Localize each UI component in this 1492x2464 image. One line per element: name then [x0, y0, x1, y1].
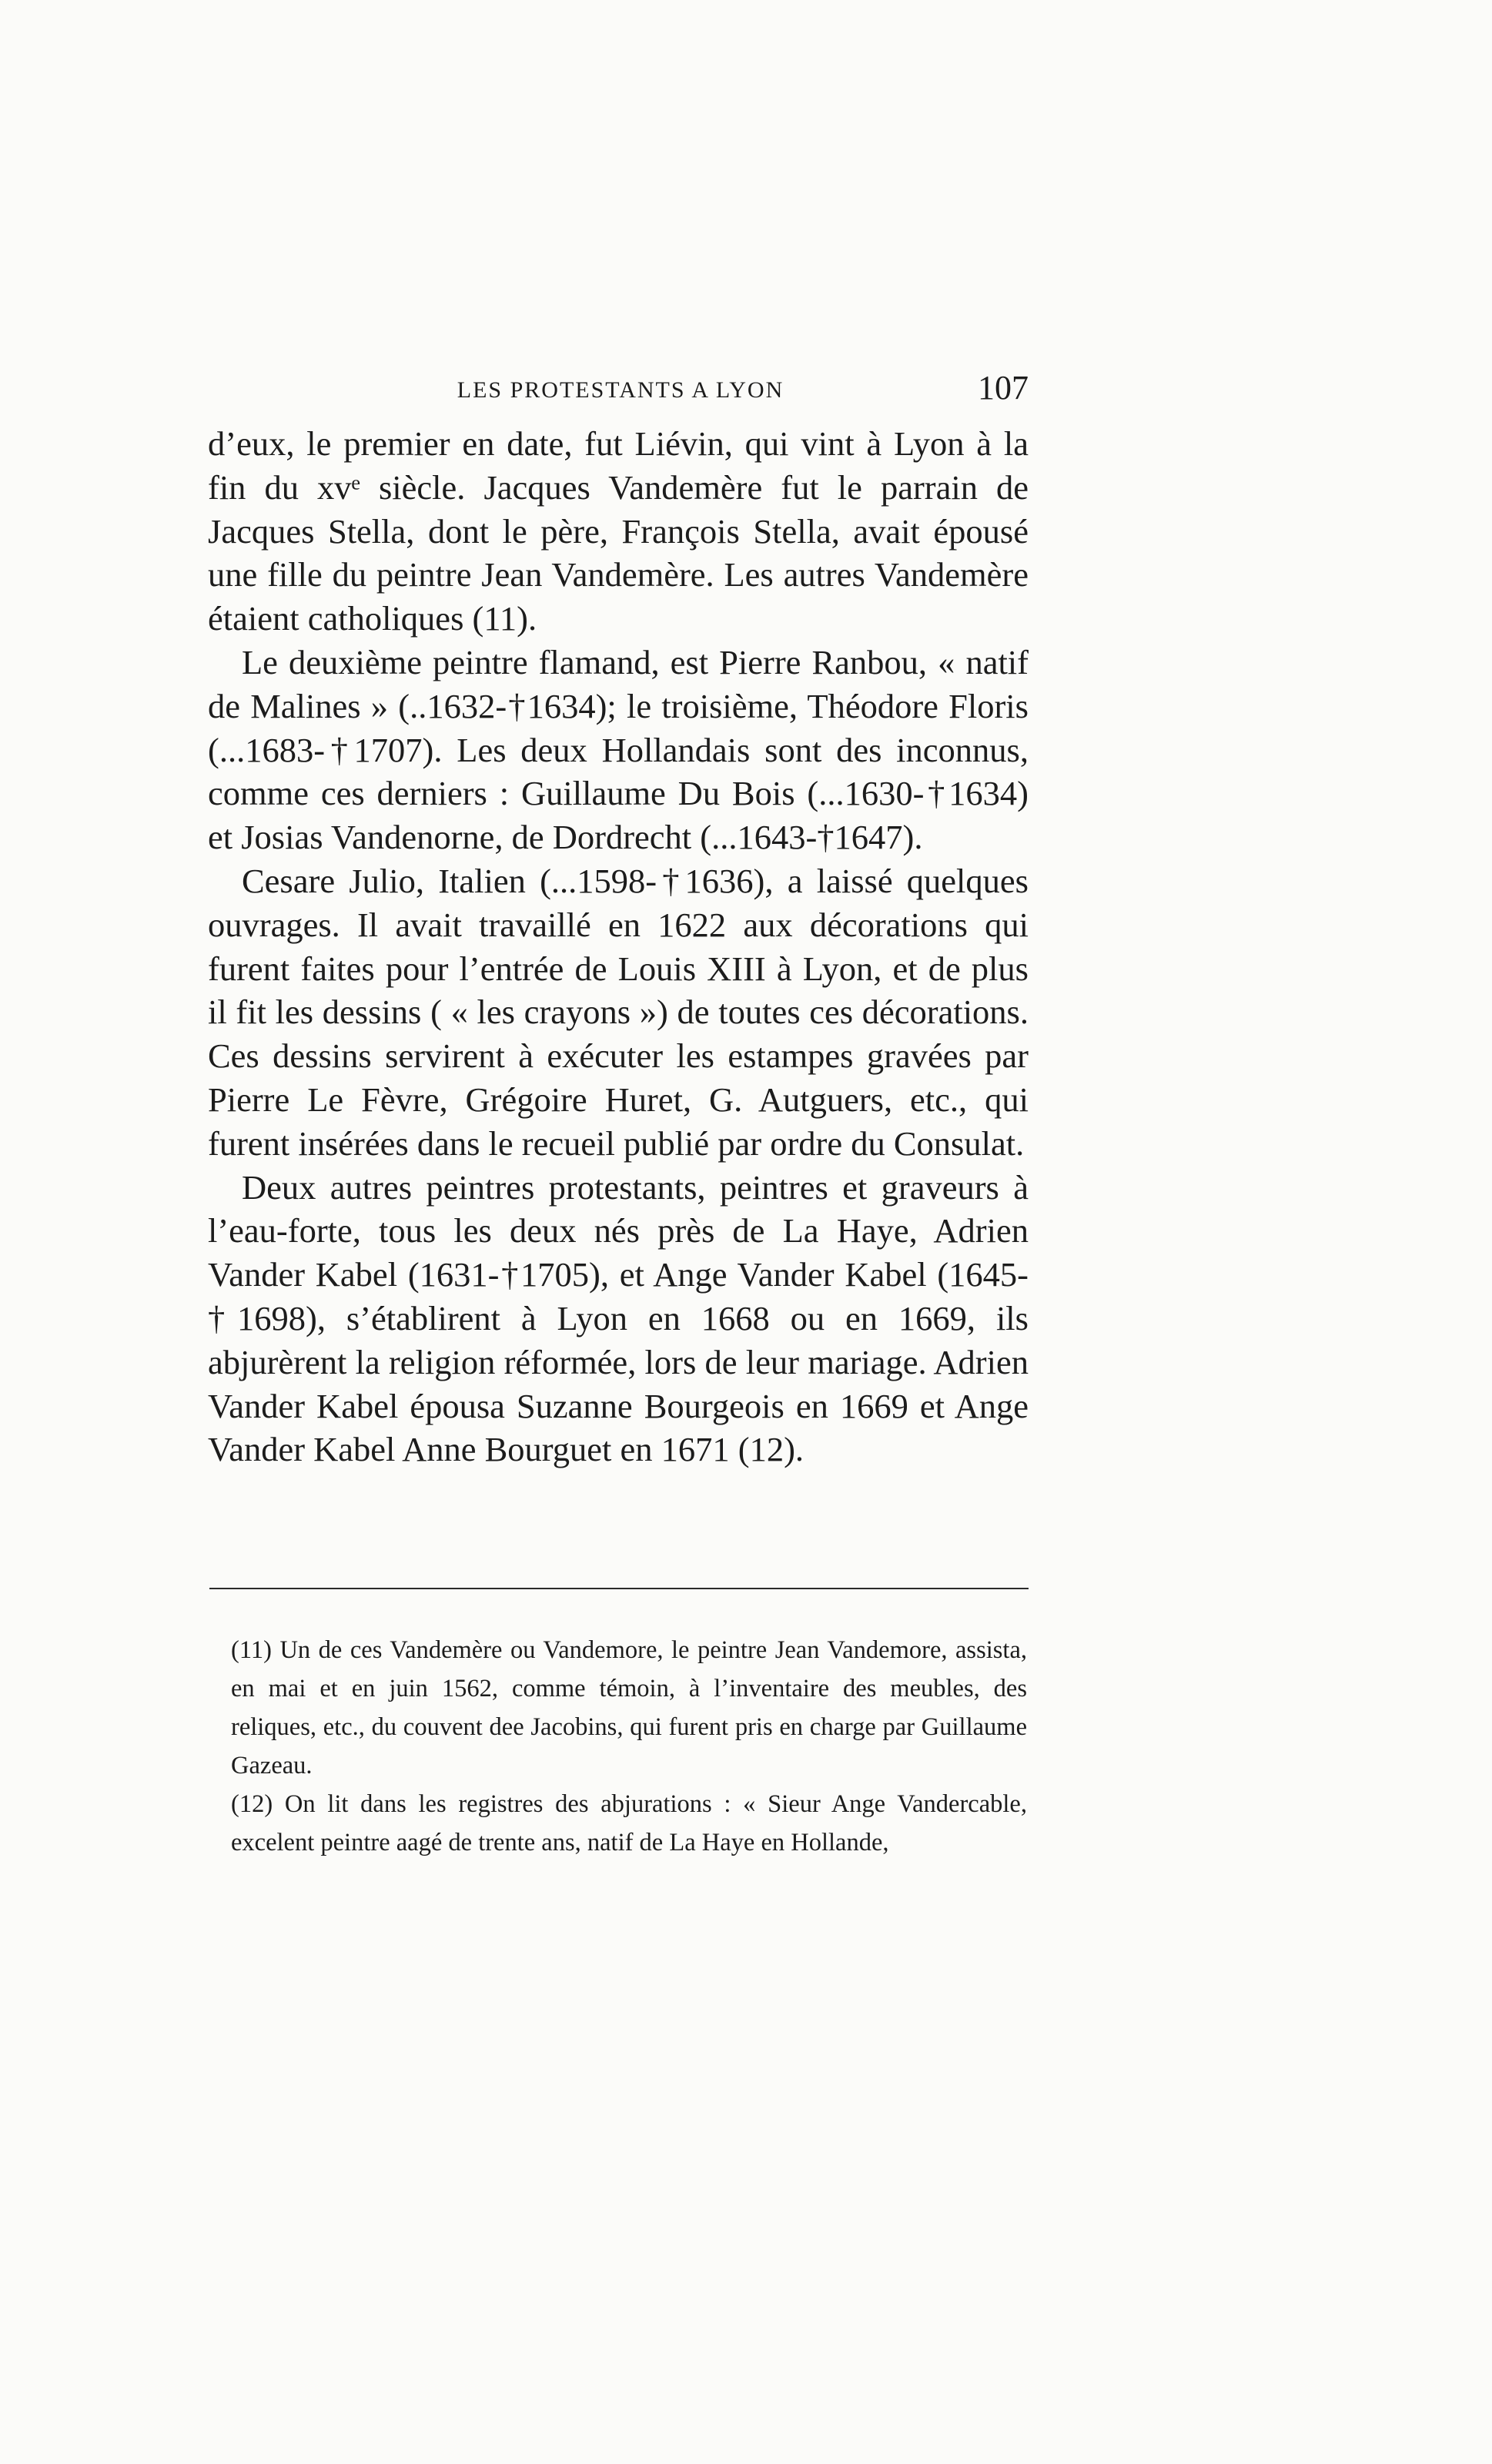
page-header	[428, 368, 1029, 414]
footnote: (11) Un de ces Vandemère ou Vandemore, le peintre Jean Vandemore, assista, en mai et en juin 1562, comme témoin, à l’inventaire des meubles, des reliques, etc., du couvent dee Jacobins, qui furent pris en charge par Guillaume Gazeau.	[231, 1636, 1027, 1779]
paragraph: Cesare Julio, Italien (...1598-†1636), a laissé quelques ouvrages. Il avait travaillé en 1622 aux décorations qui furent faites pour l’entrée de Louis XIII à Lyon, et de plus il fit les dessins ( « les crayons ») de toutes ces décorations. Ces dessins servirent à exécuter les estampes gravées par Pierre Le Fèvre, Grégoire Huret, G. Autguers, etc., qui furent insérées dans le recueil publié par ordre du Consulat.	[208, 861, 1029, 1163]
page-number: 107	[978, 369, 1029, 407]
footnote-separator	[209, 1588, 1029, 1589]
paragraph: d’eux, le premier en date, fut Liévin, qui vint à Lyon à la fin du xvᵉ siècle. Jacques Vandemère fut le parrain de Jacques Stella, dont le père, François Stella, avait épousé une fille du peintre Jean Vandemère. Les autres Vandemère étaient catholiques (11).	[208, 424, 1029, 638]
footnote: (12) On lit dans les registres des abjurations : « Sieur Ange Vandercable, excelent peintre aagé de trente ans, natif de La Haye en Hollande,	[231, 1790, 1027, 1856]
running-title: LES PROTESTANTS A LYON	[457, 377, 784, 403]
paragraph: Deux autres peintres protestants, peintres et graveurs à l’eau-forte, tous les deux nés près de La Haye, Adrien Vander Kabel (1631-†1705), et Ange Vander Kabel (1645-†1698), s’établirent à Lyon en 1668 ou en 1669, ils abjurèrent la religion réformée, lors de leur mariage. Adrien Vander Kabel épousa Suzanne Bourgeois en 1669 et Ange Vander Kabel Anne Bourguet en 1671 (12).	[208, 1167, 1029, 1469]
main-text	[208, 422, 1029, 1471]
footnotes	[231, 1631, 1027, 1862]
paragraph: Le deuxième peintre flamand, est Pierre Ranbou, « natif de Malines » (..1632-†1634); le troisième, Théodore Floris (...1683-†1707). Les deux Hollandais sont des inconnus, comme ces derniers : Guillaume Du Bois (...1630-†1634) et Josias Vandenorne, de Dordrecht (...1643-†1647).	[208, 642, 1029, 857]
